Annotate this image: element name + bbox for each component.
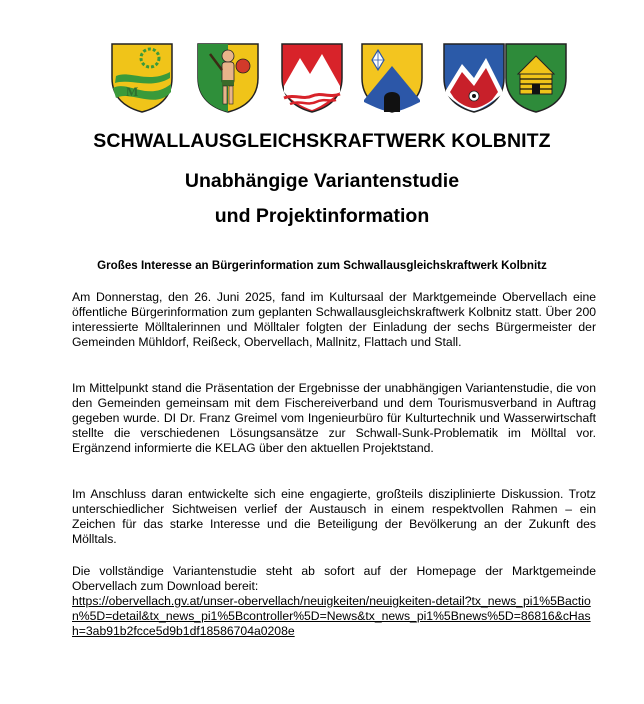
stall-crest-icon <box>502 40 570 114</box>
svg-text:M: M <box>126 84 139 99</box>
main-title: SCHWALLAUSGLEICHSKRAFTWERK KOLBNITZ <box>93 130 551 152</box>
subtitle-line-1: Unabhängige Variantenstudie <box>184 170 460 192</box>
obervellach-crest-icon <box>278 40 346 114</box>
flattach-crest-icon <box>440 40 508 114</box>
paragraph-event: Am Donnerstag, den 26. Juni 2025, fand im Kultursaal der Marktgemeinde Obervellach eine öffentliche Bürgerinformation zum geplanten Schwallausgleichskraftwerk Kolbnitz statt. Über 200 interessierte Mölltalerinnen und Mölltaler folgten der Einladung der sechs Bürgermeister der Gemeinden Mühldorf, Reißeck, Obervellach, Mallnitz, Flattach und Stall. <box>72 290 596 349</box>
download-intro-text: Die vollständige Variantenstudie steht ab sofort auf der Homepage der Marktgemeinde Obervellach zum Download bereit: <box>72 564 596 593</box>
article-subheading: Großes Interesse an Bürgerinformation zum Schwallausgleichskraftwerk Kolbnitz <box>97 259 547 272</box>
paragraph-download <box>72 564 596 639</box>
mallnitz-crest-icon <box>358 40 426 114</box>
paragraph-study: Im Mittelpunkt stand die Präsentation der Ergebnisse der unabhängigen Variantenstudie, die von den Gemeinden gemeinsam mit dem Fischereiverband und dem Tourismusverband in Auftrag gegeben wurde. DI Dr. Franz Greimel vom Ingenieurbüro für Kulturtechnik und Wasserwirtschaft stellte die verschiedenen Lösungsansätze zur Schwall-Sunk-Problematik im Mölltal vor. Ergänzend informierte die KELAG über den aktuellen Projektstand. <box>72 381 596 455</box>
subtitle-line-2: und Projektinformation <box>214 205 430 227</box>
municipal-crests-row <box>0 40 644 116</box>
download-link[interactable]: https://obervellach.gv.at/unser-obervellach/neuigkeiten/neuigkeiten-detail?tx_news_pi1%5Baction%5D=detail&tx_news_pi1%5Bcontroller%5D=News&tx_news_pi1%5Bnews%5D=86816&cHash=3ab91b2fcce5d9b1df18586704a0208e <box>72 594 591 638</box>
muehldorf-crest-icon <box>108 40 176 114</box>
paragraph-discussion: Im Anschluss daran entwickelte sich eine engagierte, großteils disziplinierte Diskussion. Trotz unterschiedlicher Sichtweisen verlief der Austausch in einem respektvollen Rahmen – ein Zeichen für das starke Interesse und die Beteiligung der Bevölkerung an der Zukunft des Mölltals. <box>72 487 596 546</box>
reisseck-crest-icon <box>194 40 262 114</box>
